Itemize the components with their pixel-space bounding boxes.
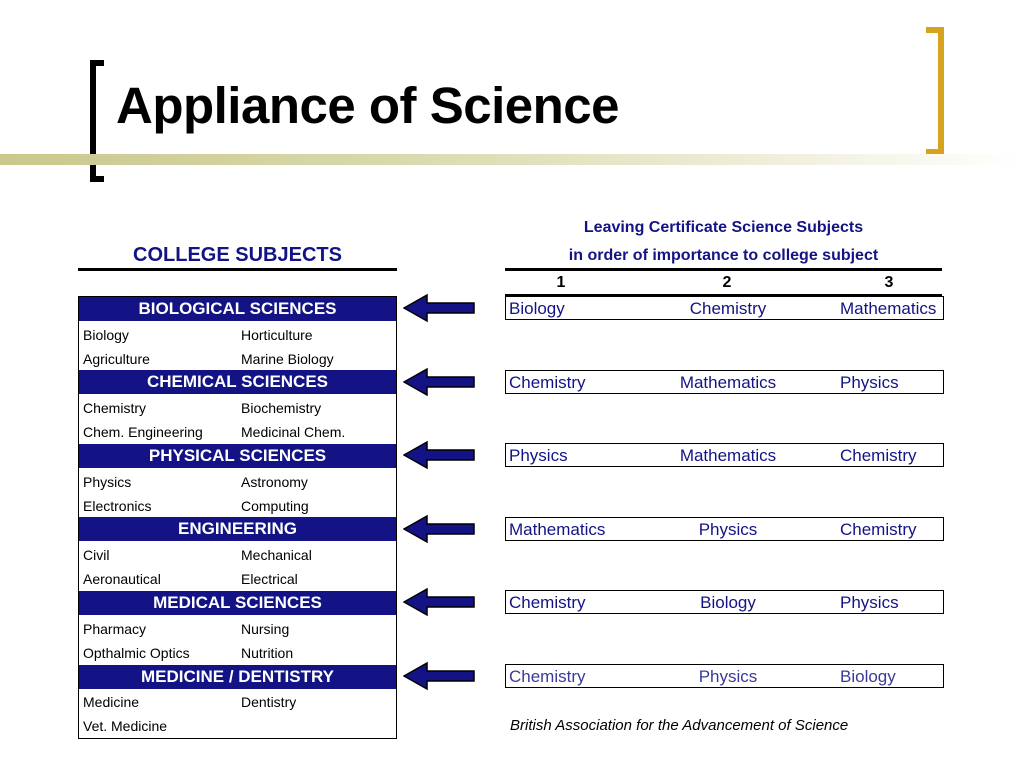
category-header-medical-sciences: MEDICAL SCIENCES: [79, 591, 396, 615]
rank-label-3: 3: [884, 274, 894, 291]
college-subject: Aeronautical: [83, 571, 161, 587]
category-header-engineering: ENGINEERING: [79, 517, 396, 541]
college-subject: Civil: [83, 547, 110, 563]
college-subject: Nursing: [241, 621, 290, 637]
college-subject: Chem. Engineering: [83, 424, 203, 440]
college-subject: Mechanical: [241, 547, 312, 563]
college-subject: Dentistry: [241, 694, 297, 710]
category-header-physical-sciences: PHYSICAL SCIENCES: [79, 444, 396, 468]
leaving-cert-heading-line2: in order of importance to college subject: [568, 247, 879, 264]
college-subject: Electronics: [83, 498, 152, 514]
college-subject: Vet. Medicine: [83, 718, 168, 734]
ranking-row-chemical: Chemistry Mathematics Physics: [505, 370, 944, 394]
leaving-cert-heading: [505, 214, 942, 270]
rank-label-2: 2: [722, 274, 732, 291]
rank-3-subject: Physics: [840, 373, 899, 392]
college-subject: Marine Biology: [241, 351, 334, 367]
college-subject: Biology: [83, 327, 129, 343]
college-subject: Horticulture: [241, 327, 313, 343]
college-subject: Chemistry: [83, 400, 147, 416]
title-underline-bar: [0, 154, 1024, 165]
left-arrow-icon: [403, 587, 475, 617]
rank-3-subject: Chemistry: [840, 446, 917, 465]
left-arrow-icon: [403, 661, 475, 691]
rank-1-subject: Mathematics: [509, 520, 606, 539]
rank-3-subject: Biology: [840, 667, 896, 686]
ranking-row-engineering: Mathematics Physics Chemistry: [505, 517, 944, 541]
ranking-row-physical: Physics Mathematics Chemistry: [505, 443, 944, 467]
category-header-chemical-sciences: CHEMICAL SCIENCES: [79, 370, 396, 394]
left-arrow-icon: [403, 440, 475, 470]
rank-header-row: [505, 268, 942, 296]
college-subjects-table: [78, 296, 397, 739]
category-header-medicine-dentistry: MEDICINE / DENTISTRY: [79, 665, 396, 689]
college-subject: Agriculture: [83, 351, 150, 367]
rank-label-1: 1: [556, 274, 566, 291]
college-subject: Medicine: [83, 694, 140, 710]
college-subject: Nutrition: [241, 645, 294, 661]
rank-1-subject: Chemistry: [509, 667, 586, 686]
rank-3-subject: Chemistry: [840, 520, 917, 539]
ranking-row-biological: Biology Chemistry Mathematics: [505, 296, 944, 320]
left-arrow-icon: [403, 293, 475, 323]
rank-1-subject: Physics: [509, 446, 568, 465]
college-subject: Electrical: [241, 571, 298, 587]
college-subject: Biochemistry: [241, 400, 322, 416]
left-arrow-icon: [403, 514, 475, 544]
source-citation: British Association for the Advancement of Science: [510, 717, 849, 734]
ranking-row-medical: Chemistry Biology Physics: [505, 590, 944, 614]
leaving-cert-heading-line1: Leaving Certificate Science Subjects: [583, 219, 864, 236]
college-subject: Astronomy: [241, 474, 308, 490]
college-subject: Opthalmic Optics: [83, 645, 190, 661]
category-header-biological-sciences: BIOLOGICAL SCIENCES: [79, 297, 396, 321]
college-subjects-heading: COLLEGE SUBJECTS: [78, 241, 397, 271]
rank-1-subject: Chemistry: [509, 593, 586, 612]
college-subject: Computing: [241, 498, 309, 514]
rank-3-subject: Mathematics: [840, 299, 937, 318]
slide-title: Appliance of Science: [116, 77, 619, 134]
college-subject: Physics: [83, 474, 132, 490]
college-subject: Pharmacy: [83, 621, 147, 637]
ranking-row-medicine: Chemistry Physics Biology: [505, 664, 944, 688]
college-subject: Medicinal Chem.: [241, 424, 346, 440]
left-arrow-icon: [403, 367, 475, 397]
rank-1-subject: Biology: [509, 299, 565, 318]
rank-3-subject: Physics: [840, 593, 899, 612]
rank-1-subject: Chemistry: [509, 373, 586, 392]
right-bracket-decoration: [926, 27, 944, 155]
